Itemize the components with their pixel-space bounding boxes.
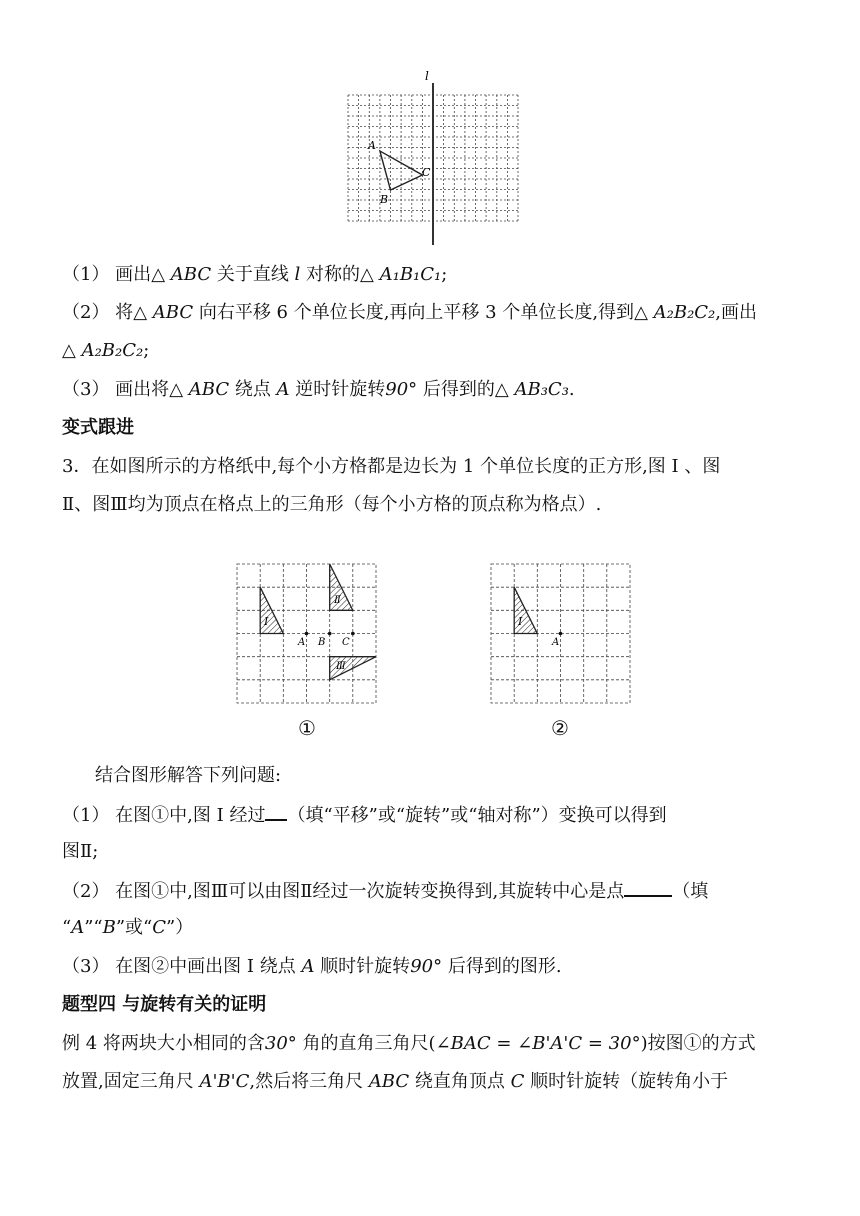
answer-blank-2[interactable] [624,877,672,897]
label-c: C [422,166,431,179]
section-heading-variant: 变式跟进 [62,417,134,438]
question-3-part-1: （1） 在图①中,图 I 经过 （填“平移”或“旋转”或“轴对称”）变换可以得到 [62,801,667,829]
question-part-2: （2） 将△ ABC 向右平移 6 个单位长度,再向上平移 3 个单位长度,得到△ A₂B₂C₂,画出 [62,302,758,323]
point-c [351,632,355,636]
example-4-line-1: 例 4 将两块大小相同的含30° 角的直角三角尺(∠BAC = ∠B'A'C = 30°)按图①的方式 [62,1033,756,1054]
question-3-line-2: Ⅱ、图Ⅲ均为顶点在格点上的三角形（每个小方格的顶点称为格点）. [62,494,602,515]
point-a [305,632,309,636]
question-3-part-2-cont: “A”“B”或“C”） [62,917,194,938]
example-4-line-2: 放置,固定三角尺 A'B'C,然后将三角尺 ABC 绕直角顶点 C 顺时针旋转（旋转角小于 [62,1071,729,1092]
question-3-line-1: 3．在如图所示的方格纸中,每个小方格都是边长为 1 个单位长度的正方形,图 I 、图 [62,456,721,477]
label-I: I [518,615,523,628]
label-III: Ⅲ [336,661,346,672]
label-a: A [298,637,306,648]
figure-2 [490,563,632,705]
question-3-part-3: （3） 在图②中画出图 I 绕点 A 顺时针旋转90° 后得到的图形. [62,956,562,977]
question-3-part-2: （2） 在图①中,图Ⅲ可以由图Ⅱ经过一次旋转变换得到,其旋转中心是点 （填 [62,877,708,905]
question-3-part-1-cont: 图Ⅱ; [62,841,99,862]
label-a: A [368,139,376,152]
label-l: l [425,69,429,83]
question-part-2-cont: △ A₂B₂C₂; [62,340,150,361]
label-b: B [318,637,326,648]
label-b: B [380,193,389,206]
section-heading-type-4: 题型四 与旋转有关的证明 [62,994,267,1015]
point-b [328,632,332,636]
label-a: A [552,637,560,648]
question-part-1: （1） 画出△ ABC 关于直线 l 对称的△ A₁B₁C₁; [62,264,448,285]
label-II: Ⅱ [334,595,341,606]
label-c: C [342,637,350,648]
answer-blank-1[interactable] [265,801,287,821]
question-3-intro: 结合图形解答下列问题: [95,765,282,786]
point-a [559,632,563,636]
question-part-3: （3） 画出将△ ABC 绕点 A 逆时针旋转90° 后得到的△ AB₃C₃. [62,379,575,400]
figure-2-caption: ② [551,716,569,740]
label-I: I [264,615,269,628]
figure-1-caption: ① [298,716,316,740]
figure-1 [236,563,378,705]
figure-grid-abc [340,65,530,250]
